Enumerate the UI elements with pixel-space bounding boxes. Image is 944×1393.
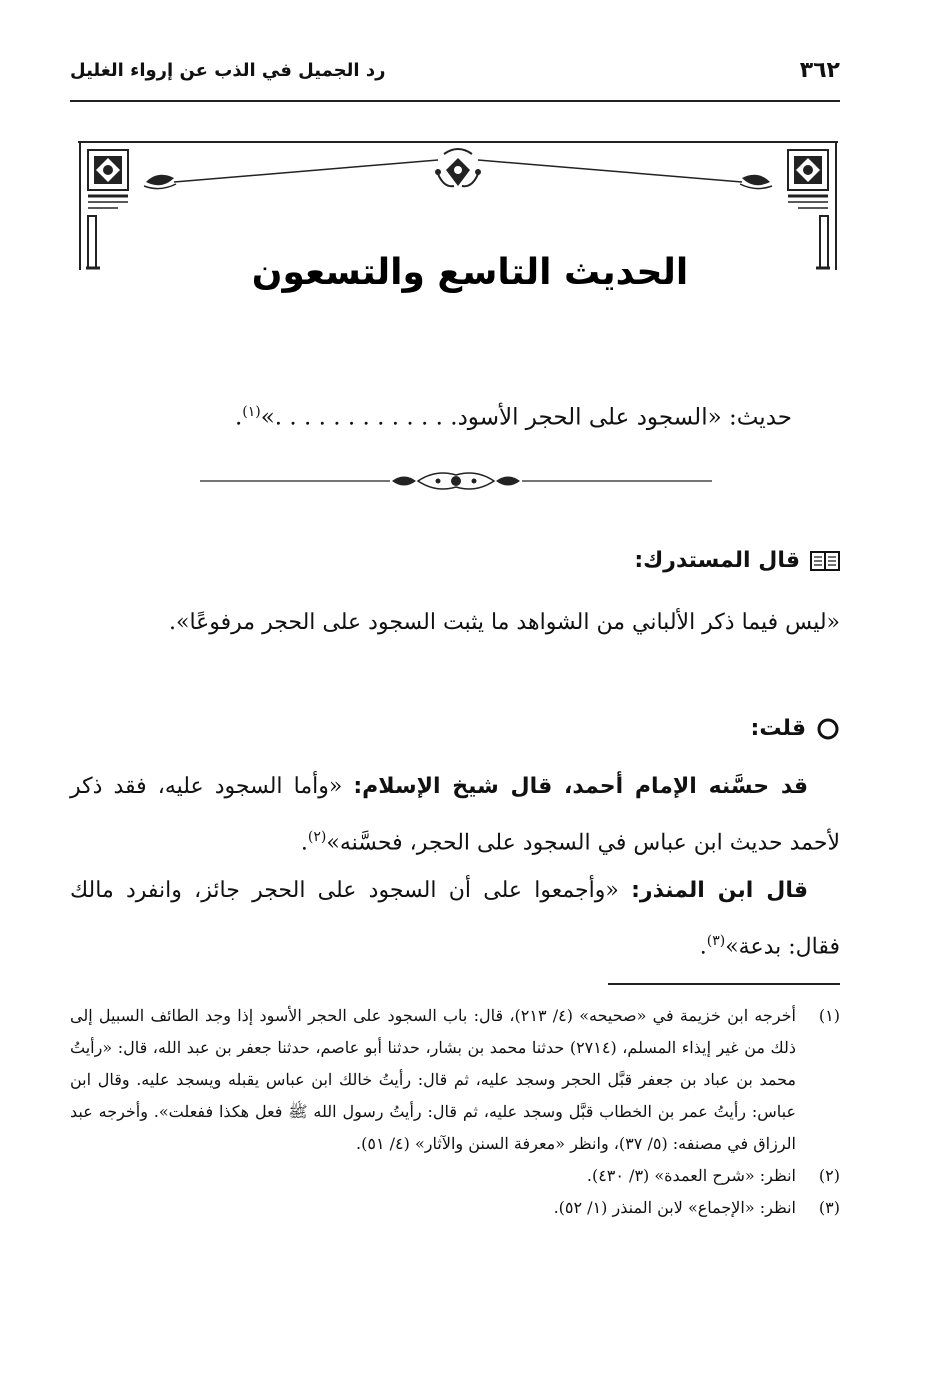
footnote-ref-3[interactable]: (٣) [706,933,726,949]
qult-p2-text: «وأجمعوا على أن السجود على الحجر جائز، وانفرد مالك فقال: بدعة» [70,878,840,960]
running-head [70,52,840,102]
hadith-end: . [234,404,243,431]
mustadrak-heading-text: قال المستدرك: [634,548,800,573]
footnote-ref-2[interactable]: (٢) [307,829,327,845]
section-divider [200,466,712,496]
footnote-number: (٣) [818,1198,840,1217]
footnotes [70,1000,840,1224]
qult-heading-text: قلت: [750,716,806,741]
qult-paragraph-1 [70,762,840,868]
footnote-rule [608,983,840,985]
corner-ornament-left [86,150,176,268]
qult-p1-text: «وأما السجود عليه، فقد ذكر لأحمد حديث ابن عباس في السجود على الحجر، فحسَّنه» [70,774,840,856]
center-ornament [435,149,481,186]
book-icon [810,550,840,572]
ring-icon [816,717,840,741]
footnote-number: (١) [818,1006,840,1025]
qult-p2-bold: قال ابن المنذر: [631,878,808,903]
qult-p1-end: . [300,830,308,856]
running-title: رد الجميل في الذب عن إرواء الغليل [70,60,386,81]
footnote-text: انظر: «الإجماع» لابن المنذر (١/ ٥٢). [553,1198,796,1217]
hadith-label: حديث: [728,404,792,431]
hadith-line [152,404,792,431]
chapter-title: الحديث التاسع والتسعون [251,252,689,293]
corner-ornament-right [740,150,830,268]
page-number: ٣٦٢ [799,58,840,83]
mustadrak-quote: «ليس فيما ذكر الألباني من الشواهد ما يثبت السجود على الحجر مرفوعًا». [168,610,840,635]
qult-paragraph-2 [70,866,840,972]
footnote-text: انظر: «شرح العمدة» (٣/ ٤٣٠). [586,1166,796,1185]
footnote-3 [70,1192,840,1224]
qult-p2-end: . [699,934,707,960]
footnote-1 [70,1000,840,1160]
footnote-ref-1[interactable]: (١) [242,404,261,420]
hadith-text: «السجود على الحجر الأسود. . . . . . . . . . . . .» [260,404,722,431]
footnote-text: أخرجه ابن خزيمة في «صحيحه» (٤/ ٢١٣)، قال: باب السجود على الحجر الأسود إذا وجد الطائف السبيل إلى ذلك من غير إيذاء المسلم، (٢٧١٤) حدثنا محمد بن بشار، حدثنا أبو عاصم، حدثنا جعفر بن عبد الله، قال: «رأيتُ محمد بن عباد بن جعفر قبَّل الحجر وسجد عليه، ثم قال: رأيتُ خالك ابن عباس يقبله ويسجد عليه. وقال ابن عباس: رأيتُ عمر بن الخطاب قبَّل وسجد عليه، ثم قال: رأيتُ رسول الله ﷺ فعل هكذا ففعلت». وأخرجه عبد الرزاق في مصنفه: (٥/ ٣٧)، وانظر «معرفة السنن والآثار» (٤/ ٥١). [70,1006,796,1153]
footnote-2 [70,1160,840,1192]
qult-p1-bold: قد حسَّنه الإمام أحمد، قال شيخ الإسلام: [353,774,808,799]
mustadrak-heading [634,548,840,573]
qult-heading [751,716,840,741]
footnote-number: (٢) [818,1166,840,1185]
